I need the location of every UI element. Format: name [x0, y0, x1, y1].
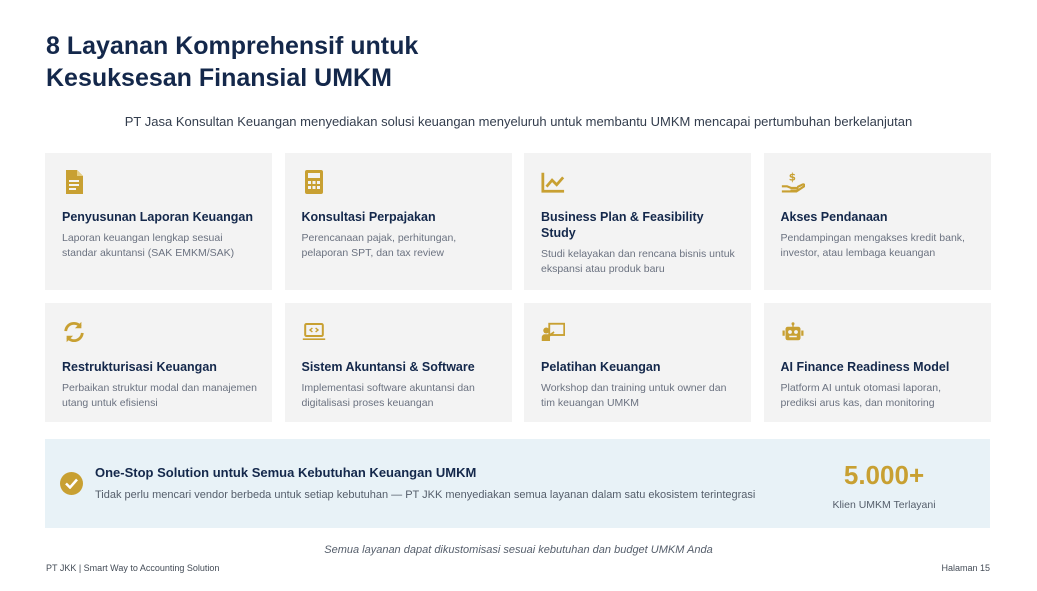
service-title: Sistem Akuntansi & Software — [301, 360, 475, 374]
service-desc: Workshop dan training untuk owner dan tim keuangan UMKM — [541, 382, 727, 409]
page-subtitle: PT Jasa Konsultan Keuangan menyediakan solusi keuangan menyeluruh untuk membantu UMKM mencapai pertumbuhan berkelanjutan — [124, 114, 913, 129]
svg-text:$: $ — [788, 171, 796, 184]
service-desc: Pendampingan mengakses kredit bank, investor, atau lembaga keuangan — [780, 232, 965, 259]
document-icon — [62, 169, 86, 195]
robot-icon — [781, 319, 805, 345]
sync-icon — [62, 319, 86, 345]
banner-desc: Tidak perlu mencari vendor berbeda untuk setiap kebutuhan — PT JKK menyediakan semua layanan dalam satu ekosistem terintegrasi — [95, 489, 756, 501]
laptop-code-icon — [302, 319, 326, 345]
service-desc: Perbaikan struktur modal dan manajemen utang untuk efisiensi — [62, 382, 257, 409]
service-card-sistem-akuntansi — [285, 303, 512, 422]
footer-page-number: Halaman 15 — [941, 563, 990, 573]
client-count: 5.000+ — [843, 460, 925, 490]
hand-dollar-icon — [781, 169, 805, 195]
service-card-perpajakan — [285, 153, 512, 290]
banner-title: One-Stop Solution untuk Semua Kebutuhan Keuangan UMKM — [95, 465, 477, 480]
service-desc: Laporan keuangan lengkap sesuai standar akuntansi (SAK EMKM/SAK) — [62, 232, 235, 259]
service-title: Pelatihan Keuangan — [541, 360, 661, 374]
check-circle-icon — [60, 472, 83, 495]
service-title: AI Finance Readiness Model — [780, 360, 950, 374]
service-desc: Perencanaan pajak, perhitungan, pelaporan SPT, dan tax review — [301, 232, 457, 259]
title-line-1: 8 Layanan Komprehensif untuk — [46, 32, 419, 60]
service-desc: Platform AI untuk otomasi laporan, prediksi arus kas, dan monitoring — [780, 382, 941, 409]
page-title — [46, 30, 418, 94]
client-count-label: Klien UMKM Terlayani — [832, 499, 936, 511]
services-grid — [45, 153, 991, 422]
title-line-2: Kesuksesan Finansial UMKM — [46, 64, 392, 92]
service-card-business-plan — [524, 153, 751, 290]
service-desc: Studi kelayakan dan rencana bisnis untuk ekspansi atau produk baru — [541, 248, 735, 275]
service-card-laporan-keuangan — [45, 153, 272, 290]
service-card-restrukturisasi — [45, 303, 272, 422]
service-card-pelatihan — [524, 303, 751, 422]
service-title: Konsultasi Perpajakan — [301, 210, 436, 224]
calculator-icon — [302, 169, 326, 195]
service-title: Business Plan & Feasibility Study — [541, 210, 704, 240]
service-card-ai-finance — [764, 303, 991, 422]
line-chart-icon — [541, 169, 565, 195]
service-title: Penyusunan Laporan Keuangan — [62, 210, 254, 224]
footer-company: PT JKK | Smart Way to Accounting Solution — [46, 563, 220, 573]
service-title: Akses Pendanaan — [780, 210, 888, 224]
service-card-akses-pendanaan — [764, 153, 991, 290]
teacher-board-icon — [541, 319, 565, 345]
one-stop-banner — [45, 439, 990, 528]
service-title: Restrukturisasi Keuangan — [62, 360, 217, 374]
customization-note: Semua layanan dapat dikustomisasi sesuai kebutuhan dan budget UMKM Anda — [324, 544, 713, 556]
service-desc: Implementasi software akuntansi dan digitalisasi proses keuangan — [301, 382, 475, 409]
